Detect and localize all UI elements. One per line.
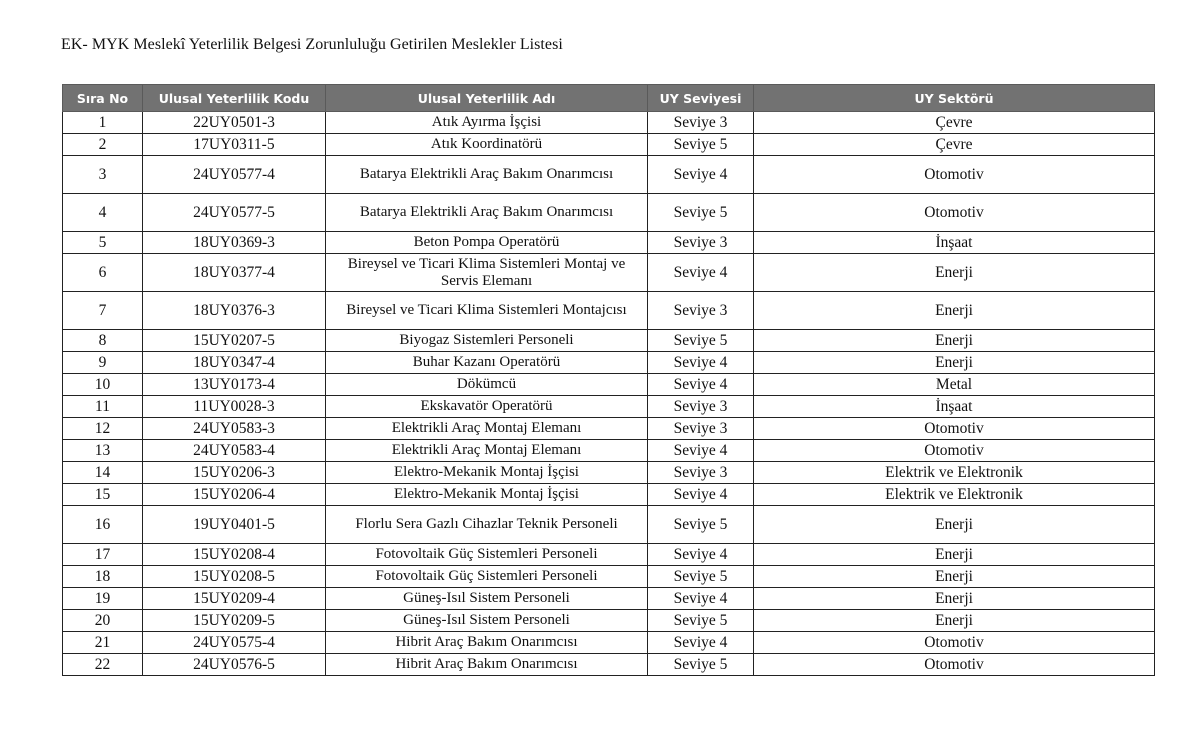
cell-code: 18UY0376-3: [143, 292, 326, 330]
column-header-no: Sıra No: [63, 85, 143, 112]
cell-sector: İnşaat: [754, 396, 1155, 418]
cell-code: 24UY0577-4: [143, 156, 326, 194]
cell-code: 24UY0583-3: [143, 418, 326, 440]
cell-code: 15UY0207-5: [143, 330, 326, 352]
table-header-row: [63, 85, 1155, 112]
table-row: [63, 112, 1155, 134]
cell-name: Elektrikli Araç Montaj Elemanı: [326, 418, 648, 440]
table-row: [63, 292, 1155, 330]
cell-name: Elektro-Mekanik Montaj İşçisi: [326, 462, 648, 484]
cell-name: Florlu Sera Gazlı Cihazlar Teknik Personeli: [326, 506, 648, 544]
cell-code: 15UY0209-4: [143, 588, 326, 610]
cell-name: Fotovoltaik Güç Sistemleri Personeli: [326, 566, 648, 588]
cell-sector: Enerji: [754, 566, 1155, 588]
cell-no: 18: [63, 566, 143, 588]
cell-level: Seviye 4: [648, 156, 754, 194]
cell-sector: Elektrik ve Elektronik: [754, 462, 1155, 484]
cell-no: 11: [63, 396, 143, 418]
cell-name: Buhar Kazanı Operatörü: [326, 352, 648, 374]
table-row: [63, 506, 1155, 544]
table-row: [63, 194, 1155, 232]
cell-sector: Otomotiv: [754, 440, 1155, 462]
cell-name: Hibrit Araç Bakım Onarımcısı: [326, 632, 648, 654]
cell-code: 24UY0577-5: [143, 194, 326, 232]
cell-no: 20: [63, 610, 143, 632]
cell-level: Seviye 3: [648, 232, 754, 254]
cell-sector: Enerji: [754, 544, 1155, 566]
cell-level: Seviye 3: [648, 462, 754, 484]
cell-no: 14: [63, 462, 143, 484]
cell-name: Dökümcü: [326, 374, 648, 396]
cell-no: 16: [63, 506, 143, 544]
cell-code: 18UY0377-4: [143, 254, 326, 292]
cell-level: Seviye 3: [648, 396, 754, 418]
column-header-level: UY Seviyesi: [648, 85, 754, 112]
table-row: [63, 632, 1155, 654]
cell-sector: Otomotiv: [754, 632, 1155, 654]
table-row: [63, 254, 1155, 292]
cell-no: 21: [63, 632, 143, 654]
table-row: [63, 418, 1155, 440]
cell-code: 11UY0028-3: [143, 396, 326, 418]
cell-level: Seviye 3: [648, 418, 754, 440]
cell-code: 24UY0575-4: [143, 632, 326, 654]
table-row: [63, 462, 1155, 484]
table-row: [63, 566, 1155, 588]
page-title: EK- MYK Meslekî Yeterlilik Belgesi Zorunluluğu Getirilen Meslekler Listesi: [61, 36, 563, 53]
table-row: [63, 330, 1155, 352]
cell-code: 17UY0311-5: [143, 134, 326, 156]
cell-code: 15UY0206-3: [143, 462, 326, 484]
cell-name: Fotovoltaik Güç Sistemleri Personeli: [326, 544, 648, 566]
cell-level: Seviye 4: [648, 484, 754, 506]
cell-level: Seviye 5: [648, 566, 754, 588]
cell-name: Güneş-Isıl Sistem Personeli: [326, 610, 648, 632]
cell-level: Seviye 4: [648, 352, 754, 374]
cell-level: Seviye 5: [648, 654, 754, 676]
column-header-sector: UY Sektörü: [754, 85, 1155, 112]
cell-sector: Otomotiv: [754, 194, 1155, 232]
cell-code: 15UY0209-5: [143, 610, 326, 632]
cell-no: 3: [63, 156, 143, 194]
cell-sector: Enerji: [754, 292, 1155, 330]
cell-code: 24UY0576-5: [143, 654, 326, 676]
cell-code: 15UY0208-4: [143, 544, 326, 566]
table-row: [63, 134, 1155, 156]
table-row: [63, 374, 1155, 396]
cell-name: Beton Pompa Operatörü: [326, 232, 648, 254]
cell-sector: Enerji: [754, 588, 1155, 610]
cell-level: Seviye 4: [648, 632, 754, 654]
cell-name: Batarya Elektrikli Araç Bakım Onarımcısı: [326, 156, 648, 194]
cell-level: Seviye 4: [648, 374, 754, 396]
cell-name: Biyogaz Sistemleri Personeli: [326, 330, 648, 352]
cell-code: 15UY0206-4: [143, 484, 326, 506]
cell-sector: Otomotiv: [754, 654, 1155, 676]
cell-name: Atık Ayırma İşçisi: [326, 112, 648, 134]
cell-name: Atık Koordinatörü: [326, 134, 648, 156]
cell-no: 8: [63, 330, 143, 352]
cell-level: Seviye 4: [648, 544, 754, 566]
cell-level: Seviye 5: [648, 330, 754, 352]
table-row: [63, 232, 1155, 254]
cell-level: Seviye 4: [648, 254, 754, 292]
table-row: [63, 654, 1155, 676]
cell-code: 22UY0501-3: [143, 112, 326, 134]
cell-level: Seviye 5: [648, 134, 754, 156]
cell-sector: Enerji: [754, 610, 1155, 632]
table-row: [63, 610, 1155, 632]
cell-no: 12: [63, 418, 143, 440]
cell-no: 10: [63, 374, 143, 396]
cell-name: Ekskavatör Operatörü: [326, 396, 648, 418]
cell-sector: Otomotiv: [754, 156, 1155, 194]
cell-level: Seviye 3: [648, 112, 754, 134]
cell-code: 15UY0208-5: [143, 566, 326, 588]
column-header-name: Ulusal Yeterlilik Adı: [326, 85, 648, 112]
cell-sector: Enerji: [754, 506, 1155, 544]
cell-level: Seviye 3: [648, 292, 754, 330]
cell-name: Bireysel ve Ticari Klima Sistemleri Montaj ve Servis Elemanı: [326, 254, 648, 292]
cell-no: 5: [63, 232, 143, 254]
cell-sector: Çevre: [754, 134, 1155, 156]
cell-level: Seviye 4: [648, 440, 754, 462]
cell-no: 2: [63, 134, 143, 156]
cell-sector: Metal: [754, 374, 1155, 396]
cell-no: 4: [63, 194, 143, 232]
table-row: [63, 352, 1155, 374]
cell-code: 24UY0583-4: [143, 440, 326, 462]
cell-sector: Enerji: [754, 330, 1155, 352]
cell-no: 7: [63, 292, 143, 330]
cell-code: 18UY0347-4: [143, 352, 326, 374]
cell-name: Güneş-Isıl Sistem Personeli: [326, 588, 648, 610]
table-row: [63, 156, 1155, 194]
table-row: [63, 440, 1155, 462]
cell-sector: Enerji: [754, 254, 1155, 292]
cell-no: 17: [63, 544, 143, 566]
cell-name: Elektro-Mekanik Montaj İşçisi: [326, 484, 648, 506]
cell-name: Bireysel ve Ticari Klima Sistemleri Montajcısı: [326, 292, 648, 330]
table-row: [63, 484, 1155, 506]
cell-no: 13: [63, 440, 143, 462]
cell-level: Seviye 4: [648, 588, 754, 610]
cell-no: 22: [63, 654, 143, 676]
cell-sector: Elektrik ve Elektronik: [754, 484, 1155, 506]
table-row: [63, 588, 1155, 610]
cell-no: 15: [63, 484, 143, 506]
cell-no: 6: [63, 254, 143, 292]
cell-name: Batarya Elektrikli Araç Bakım Onarımcısı: [326, 194, 648, 232]
cell-code: 13UY0173-4: [143, 374, 326, 396]
cell-level: Seviye 5: [648, 194, 754, 232]
cell-name: Elektrikli Araç Montaj Elemanı: [326, 440, 648, 462]
cell-sector: Enerji: [754, 352, 1155, 374]
qualification-table: [62, 84, 1155, 676]
cell-name: Hibrit Araç Bakım Onarımcısı: [326, 654, 648, 676]
cell-no: 19: [63, 588, 143, 610]
cell-level: Seviye 5: [648, 610, 754, 632]
cell-code: 18UY0369-3: [143, 232, 326, 254]
cell-no: 1: [63, 112, 143, 134]
cell-no: 9: [63, 352, 143, 374]
cell-level: Seviye 5: [648, 506, 754, 544]
cell-sector: Otomotiv: [754, 418, 1155, 440]
cell-sector: İnşaat: [754, 232, 1155, 254]
table-row: [63, 396, 1155, 418]
cell-sector: Çevre: [754, 112, 1155, 134]
table-row: [63, 544, 1155, 566]
cell-code: 19UY0401-5: [143, 506, 326, 544]
column-header-code: Ulusal Yeterlilik Kodu: [143, 85, 326, 112]
